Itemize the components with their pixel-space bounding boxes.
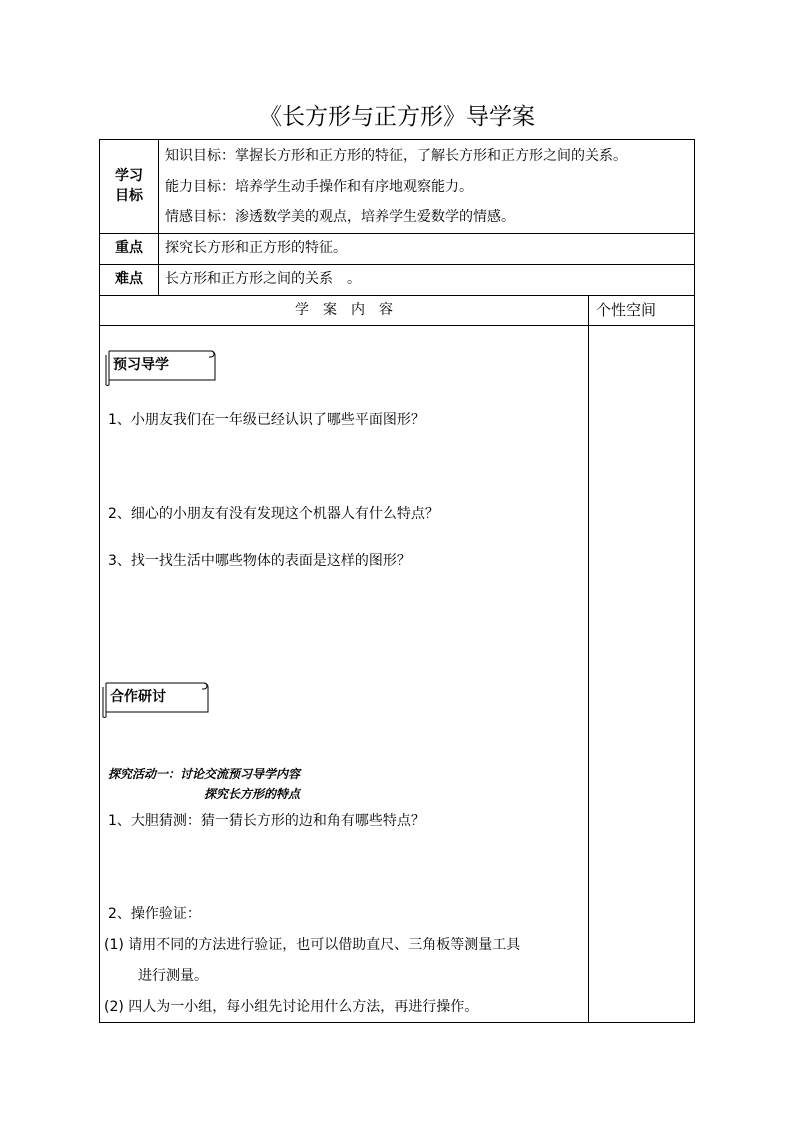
guess-question: 1、大胆猜测：猜一猜长方形的边和角有哪些特点？ [108, 813, 425, 829]
verify-step-1-cont: 进行测量。 [138, 968, 208, 984]
document-title: 《长方形与正方形》导学案 [259, 104, 535, 130]
key-point-text: 探究长方形和正方形的特征。 [165, 240, 347, 256]
difficulty-label: 难点 [115, 271, 143, 287]
verify-heading: 2、操作验证： [108, 906, 201, 922]
goals-label: 学习 目标 [115, 168, 143, 204]
verify-step-1: (1) 请用不同的方法进行验证，也可以借助直尺、三角板等测量工具 [104, 937, 521, 953]
preview-question-2: 2、细心的小朋友有没有发现这个机器人有什么特点？ [108, 506, 439, 522]
grid-line [99, 325, 694, 326]
grid-line [694, 139, 695, 1023]
grid-line [158, 139, 159, 295]
activity-title-line1: 探究活动一：讨论交流预习导学内容 [108, 767, 301, 781]
preview-banner: 预习导学 [103, 347, 219, 387]
grid-line [99, 1022, 695, 1023]
goal-knowledge: 知识目标：掌握长方形和正方形的特征，了解长方形和正方形之间的关系。 [165, 148, 627, 164]
content-header: 学 案 内 容 [295, 302, 393, 318]
grid-line [99, 264, 694, 265]
grid-line [588, 295, 589, 1023]
grid-line [99, 139, 694, 140]
preview-question-3: 3、找一找生活中哪些物体的表面是这样的图形？ [108, 553, 411, 569]
difficulty-text: 长方形和正方形之间的关系 。 [165, 271, 361, 287]
activity-title-line2: 探究长方形的特点 [204, 787, 301, 801]
grid-line [99, 233, 694, 234]
personal-space-header: 个性空间 [596, 301, 657, 319]
key-point-label: 重点 [115, 240, 143, 256]
goal-emotion: 情感目标：渗透数学美的观点，培养学生爱数学的情感。 [165, 209, 515, 225]
preview-question-1: 1、小朋友我们在一年级已经认识了哪些平面图形？ [108, 412, 425, 428]
goal-ability: 能力目标：培养学生动手操作和有序地观察能力。 [165, 179, 473, 195]
verify-step-2: (2) 四人为一小组，每小组先讨论用什么方法，再进行操作。 [104, 999, 479, 1015]
cooperate-banner: 合作研讨 [100, 679, 212, 719]
grid-line [99, 295, 694, 296]
